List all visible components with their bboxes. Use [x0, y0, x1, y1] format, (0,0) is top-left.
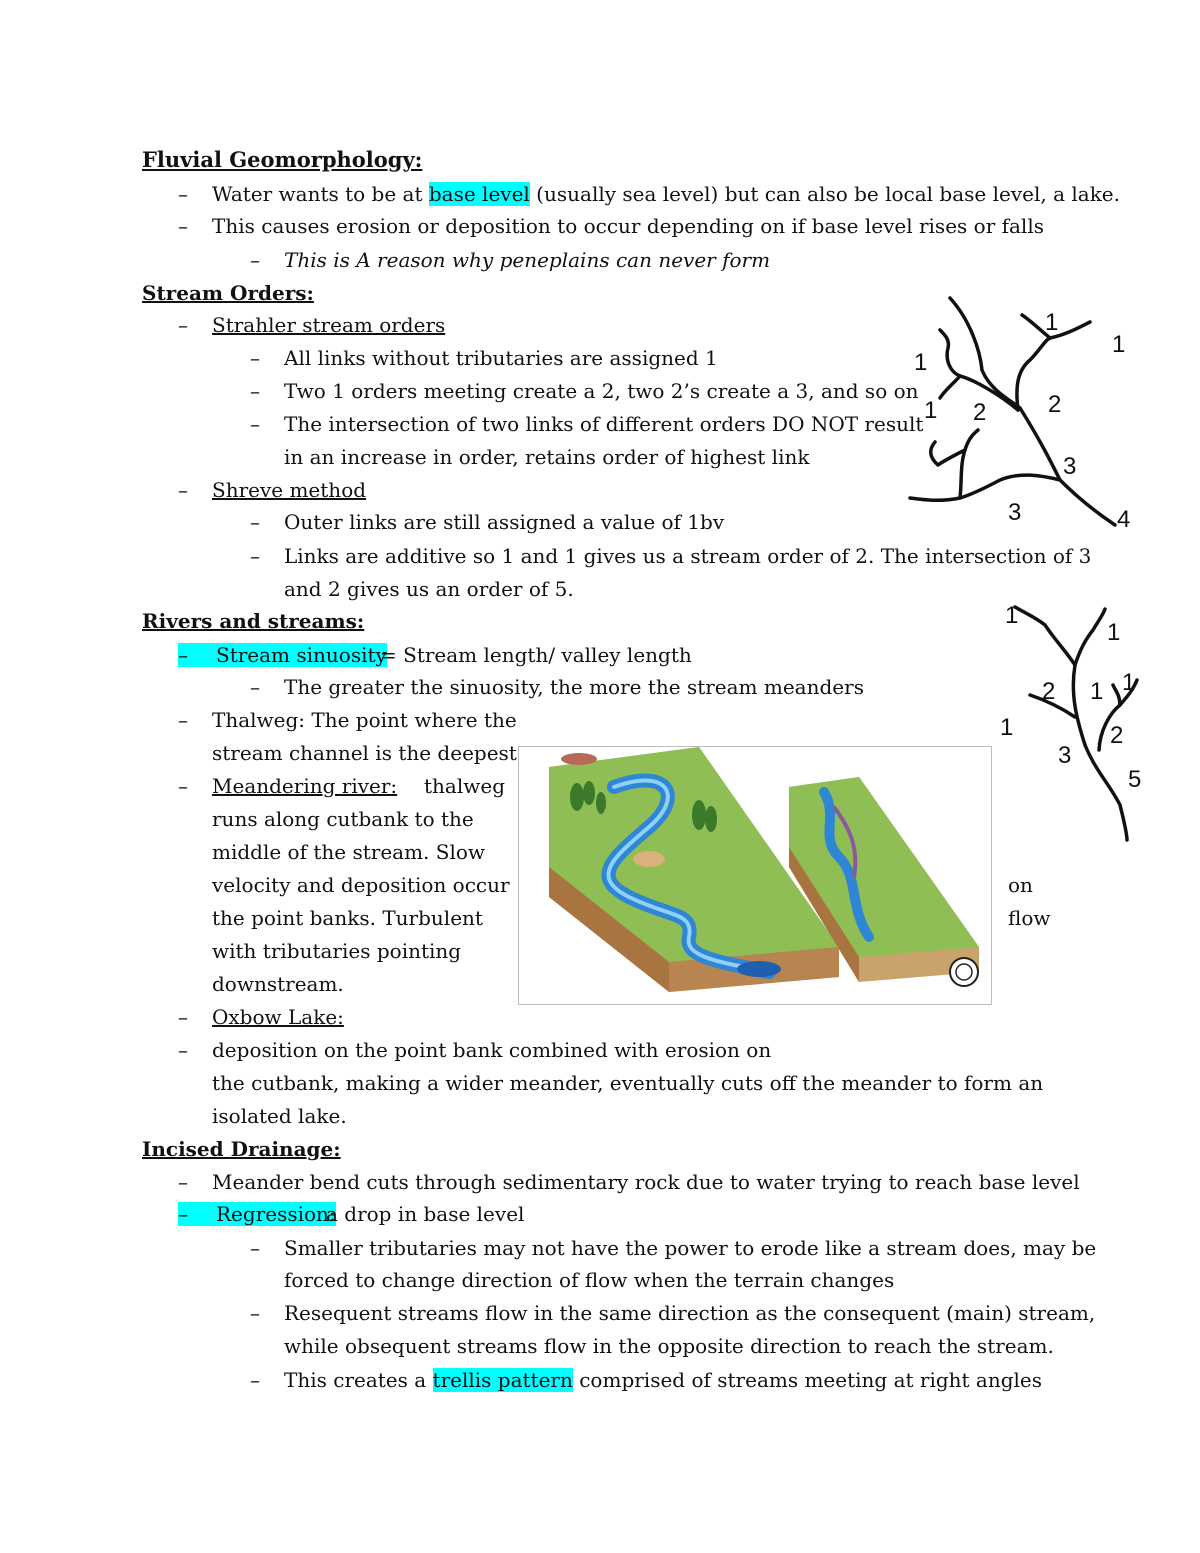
bullet: –	[250, 510, 260, 534]
line-erosion-deposition: This causes erosion or deposition to occur depending on if base level rises or falls	[212, 214, 1044, 238]
line-strahler: Strahler stream orders	[212, 313, 446, 337]
strahler-branch	[931, 442, 965, 465]
highlight-base-level: base level	[428, 182, 530, 206]
line-meandering-thalweg: thalweg	[424, 774, 505, 798]
shreve-diagram	[995, 595, 1155, 850]
bullet: –	[178, 1170, 188, 1194]
line-additive-cont: and 2 gives us an order of 5.	[284, 577, 574, 601]
bullet: –	[178, 478, 188, 502]
highlight-regression: Regression:	[194, 1202, 336, 1226]
strahler-label: 1	[924, 397, 938, 424]
highlight-trellis-pattern: trellis pattern	[432, 1368, 573, 1392]
line-intersection: The intersection of two links of different orders DO NOT result	[284, 412, 924, 436]
highlight-dash: –	[178, 643, 194, 667]
shreve-label: 1	[1090, 678, 1104, 705]
bullet: –	[250, 1301, 260, 1325]
line-tributaries: with tributaries pointing	[212, 939, 462, 963]
shreve-label: 1	[1107, 619, 1121, 646]
line-deposition-point: deposition on the point bank combined with erosion on	[212, 1038, 772, 1062]
line-velocity: velocity and deposition occur	[212, 873, 510, 897]
heading-fluvial-geomorphology: Fluvial Geomorphology:	[142, 147, 423, 172]
strahler-branch	[1017, 338, 1050, 410]
line-greater-sinuosity: The greater the sinuosity, the more the stream meanders	[284, 675, 864, 699]
strahler-label: 3	[1063, 453, 1077, 480]
bullet: –	[250, 544, 260, 568]
strahler-label: 2	[1048, 391, 1062, 418]
strahler-label: 2	[973, 399, 987, 426]
line-cutbank-wider: the cutbank, making a wider meander, eventually cuts off the meander to form an	[212, 1071, 1044, 1095]
bullet: –	[250, 346, 260, 370]
shreve-label: 1	[1122, 669, 1136, 696]
strahler-branch	[910, 475, 1060, 500]
line-base-level: Water wants to be at base level (usually sea level) but can also be local base level, a lake.	[212, 182, 1121, 206]
line-point-banks: the point banks. Turbulent	[212, 906, 483, 930]
strahler-label: 1	[914, 349, 928, 376]
shreve-label: 1	[1000, 714, 1014, 741]
bullet: –	[178, 774, 188, 798]
line-resequent: Resequent streams flow in the same direction as the consequent (main) stream,	[284, 1301, 1096, 1325]
strahler-label: 3	[1008, 499, 1022, 526]
line-thalweg-cont: stream channel is the deepest	[212, 741, 517, 765]
shreve-label: 5	[1128, 766, 1142, 793]
bullet: –	[250, 248, 260, 272]
shreve-label: 2	[1110, 722, 1124, 749]
line-oxbow: Oxbow Lake:	[212, 1005, 344, 1029]
highlight-dash: –	[178, 1202, 194, 1226]
heading-incised-drainage: Incised Drainage:	[142, 1137, 341, 1161]
strahler-label: 1	[1112, 331, 1126, 358]
line-sinuosity-def: = Stream length/ valley length	[380, 643, 692, 667]
bullet: –	[250, 1368, 260, 1392]
line-trellis: This creates a trellis pattern comprised of streams meeting at right angles	[284, 1368, 1043, 1392]
bullet: –	[178, 214, 188, 238]
line-peneplains: This is A reason why peneplains can never form	[284, 248, 771, 272]
bullet: –	[250, 379, 260, 403]
strahler-label: 1	[1045, 309, 1059, 336]
heading-stream-orders: Stream Orders:	[142, 281, 314, 305]
line-obsequent: while obsequent streams flow in the opposite direction to reach the stream.	[284, 1334, 1054, 1358]
line-velocity-on: on	[1008, 873, 1033, 897]
bullet: –	[250, 412, 260, 436]
bullet: –	[178, 182, 188, 206]
line-two-orders: Two 1 orders meeting create a 2, two 2’s create a 3, and so on	[284, 379, 919, 403]
line-regression	[178, 1200, 336, 1228]
bullet: –	[178, 313, 188, 337]
line-middle: middle of the stream. Slow	[212, 840, 486, 864]
line-additive: Links are additive so 1 and 1 gives us a stream order of 2. The intersection of 3	[284, 544, 1092, 568]
line-intersection-cont: in an increase in order, retains order of highest link	[284, 445, 810, 469]
line-thalweg: Thalweg: The point where the	[212, 708, 517, 732]
line-forced-change: forced to change direction of flow when the terrain changes	[284, 1268, 895, 1292]
line-outer-links: Outer links are still assigned a value of 1bv	[284, 510, 725, 534]
bullet: –	[178, 1005, 188, 1029]
line-downstream: downstream.	[212, 972, 344, 996]
shreve-branch	[1113, 685, 1120, 705]
bullet: –	[250, 1236, 260, 1260]
line-meander-bend: Meander bend cuts through sedimentary rock due to water trying to reach base level	[212, 1170, 1080, 1194]
bullet: –	[250, 675, 260, 699]
shreve-branch	[1015, 607, 1075, 665]
bullet: –	[178, 708, 188, 732]
meandering-river-illustration	[518, 746, 992, 1005]
shreve-label: 2	[1042, 678, 1056, 705]
line-smaller-tributaries: Smaller tributaries may not have the power to erode like a stream does, may be	[284, 1236, 1097, 1260]
strahler-diagram	[900, 290, 1150, 535]
strahler-branch	[940, 376, 960, 398]
line-flow: flow	[1008, 906, 1051, 930]
strahler-label: 4	[1117, 506, 1131, 533]
line-shreve: Shreve method	[212, 478, 367, 502]
shreve-branch	[1075, 609, 1105, 665]
line-isolated-lake: isolated lake.	[212, 1104, 347, 1128]
line-meandering-river: Meandering river:	[212, 774, 398, 798]
bullet: –	[178, 1038, 188, 1062]
heading-rivers-streams: Rivers and streams:	[142, 609, 365, 633]
strahler-branch	[960, 430, 978, 498]
line-links-assigned: All links without tributaries are assigned 1	[284, 346, 718, 370]
shreve-label: 3	[1058, 742, 1072, 769]
shreve-label: 1	[1005, 602, 1019, 629]
meander-block-diagram	[519, 747, 991, 1004]
line-sinuosity	[178, 641, 387, 669]
line-regression-def: a drop in base level	[326, 1202, 525, 1226]
highlight-stream-sinuosity: Stream sinuosity	[194, 643, 387, 667]
line-cutbank: runs along cutbank to the	[212, 807, 474, 831]
